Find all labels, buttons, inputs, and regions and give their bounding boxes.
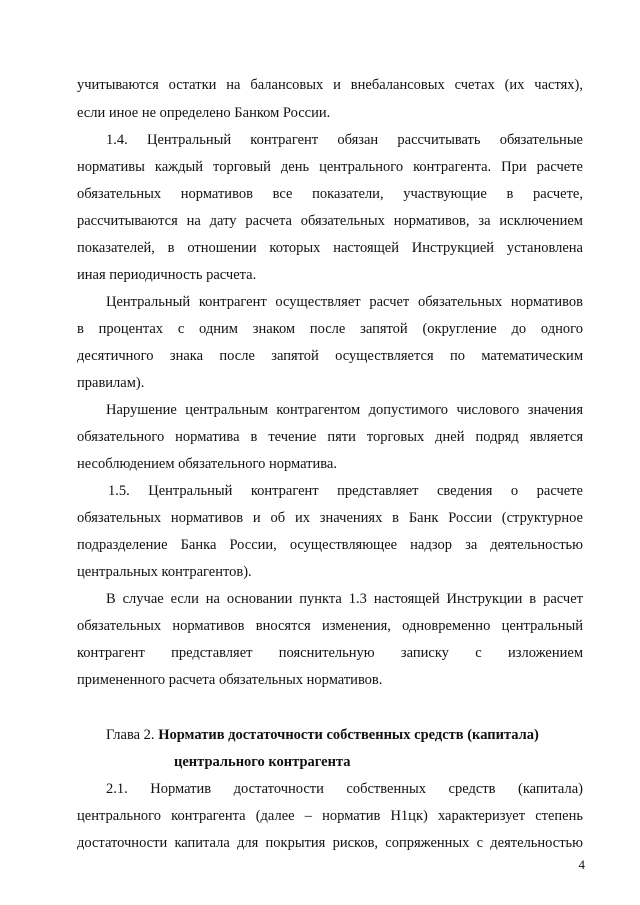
chapter-heading-continuation <box>174 753 351 771</box>
paragraph-line: десятичного знака после запятой осуществляется по математическим <box>77 348 583 364</box>
paragraph-line: обязательных нормативов все показатели, участвующие в расчете, <box>77 186 583 202</box>
paragraph-line: центральных контрагентов). <box>77 564 252 580</box>
paragraph-line: если иное не определено Банком России. <box>77 105 331 121</box>
chapter-title-line-2: центрального контрагента <box>174 754 351 770</box>
paragraph-line: правилам). <box>77 375 145 391</box>
paragraph-line: 1.4. Центральный контрагент обязан рассчитывать обязательные <box>106 132 583 148</box>
paragraph-line: Нарушение центральным контрагентом допустимого числового значения <box>106 402 583 418</box>
paragraph-line: В случае если на основании пункта 1.3 настоящей Инструкции в расчет <box>106 591 583 607</box>
paragraph-line: примененного расчета обязательных нормативов. <box>77 672 383 688</box>
paragraph-line: иная периодичность расчета. <box>77 267 257 283</box>
paragraph-line: в процентах с одним знаком после запятой (округление до одного <box>77 321 583 337</box>
paragraph-line: контрагент представляет пояснительную записку с изложением <box>77 645 583 661</box>
paragraph-line: центрального контрагента (далее – норматив Н1цк) характеризует степень <box>77 808 583 824</box>
paragraph-line: рассчитываются на дату расчета обязательных нормативов, за исключением <box>77 213 583 229</box>
chapter-heading <box>106 726 539 744</box>
paragraph-line: обязательного норматива в течение пяти торговых дней подряд является <box>77 429 583 445</box>
paragraph-line: несоблюдением обязательного норматива. <box>77 456 337 472</box>
chapter-prefix: Глава 2. <box>106 727 159 743</box>
paragraph-line: 2.1. Норматив достаточности собственных средств (капитала) <box>106 781 583 797</box>
paragraph-line: учитываются остатки на балансовых и внебалансовых счетах (их частях), <box>77 77 583 93</box>
paragraph-line: обязательных нормативов вносятся изменения, одновременно центральный <box>77 618 583 634</box>
paragraph-line: обязательных нормативов и об их значениях в Банк России (структурное <box>77 510 583 526</box>
paragraph-line: показателей, в отношении которых настоящей Инструкцией установлена <box>77 240 583 256</box>
paragraph-line: Центральный контрагент осуществляет расчет обязательных нормативов <box>106 294 583 310</box>
chapter-title-line-1: Норматив достаточности собственных средств (капитала) <box>158 727 539 743</box>
page-number: 4 <box>578 857 585 872</box>
paragraph-line: нормативы каждый торговый день центрального контрагента. При расчете <box>77 159 583 175</box>
paragraph-line: 1.5. Центральный контрагент представляет сведения о расчете <box>108 483 583 499</box>
paragraph-line: достаточности капитала для покрытия рисков, сопряженных с деятельностью <box>77 835 583 851</box>
paragraph-line: подразделение Банка России, осуществляющее надзор за деятельностью <box>77 537 583 553</box>
